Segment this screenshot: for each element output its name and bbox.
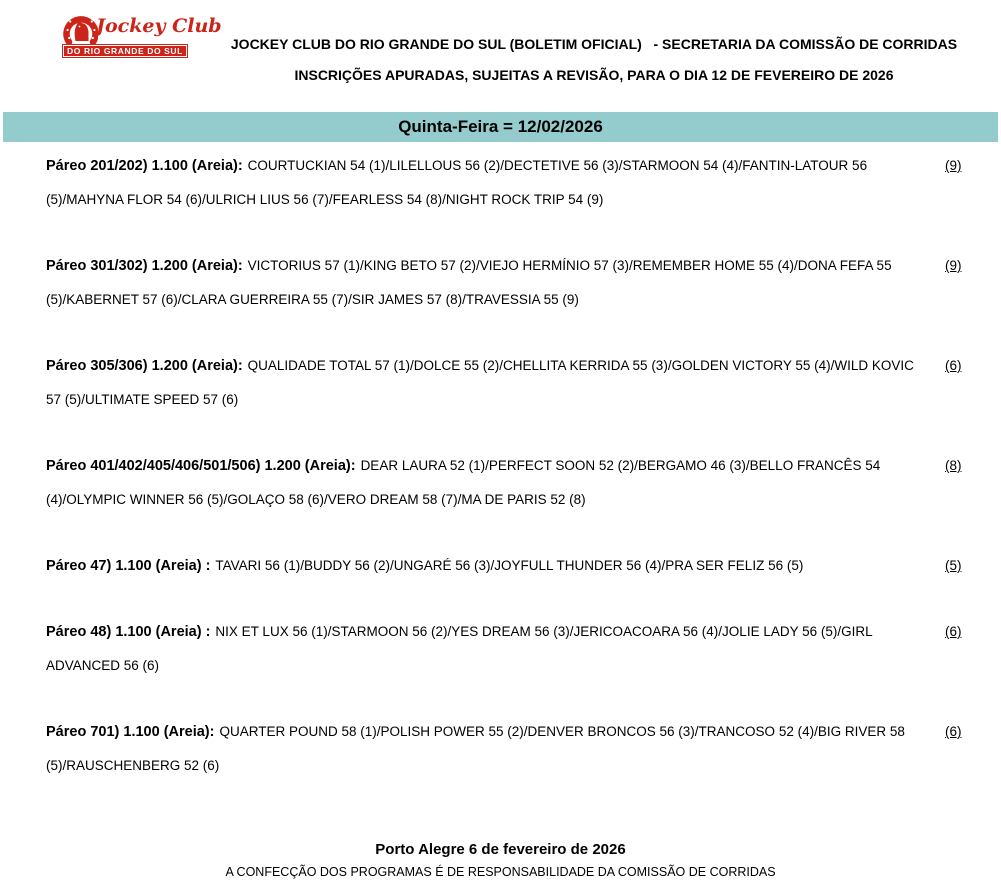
- header-titles: [195, 0, 993, 83]
- race-entry-count: (6): [945, 358, 962, 373]
- logo-script-text: Jockey Club: [96, 15, 222, 37]
- race-row: [46, 249, 962, 317]
- race-entry-count: (9): [945, 158, 962, 173]
- race-entries: COURTUCKIAN 54 (1)/LILELLOUS 56 (2)/DECTETIVE 56 (3)/STARMOON 54 (4)/FANTIN-LATOUR 56 (5)/MAHYNA FLOR 54 (6)/ULRICH LIUS 56 (7)/FEARLESS 54 (8)/NIGHT ROCK TRIP 54 (9): [46, 158, 868, 207]
- footer-date-line: Porto Alegre 6 de fevereiro de 2026: [375, 841, 626, 858]
- race-label: Páreo 201/202) 1.100 (Areia):: [46, 158, 243, 174]
- race-entries: QUALIDADE TOTAL 57 (1)/DOLCE 55 (2)/CHELLITA KERRIDA 55 (3)/GOLDEN VICTORY 55 (4)/WILD KOVIC 57 (5)/ULTIMATE SPEED 57 (6): [46, 358, 914, 407]
- jockey-club-logo: [62, 8, 222, 58]
- race-entry-count: (6): [945, 724, 962, 739]
- day-banner-text: Quinta-Feira = 12/02/2026: [398, 117, 603, 136]
- race-entry-count: (6): [945, 624, 962, 639]
- footer-responsibility-note: A CONFECÇÃO DOS PROGRAMAS É DE RESPONSABILIDADE DA COMISSÃO DE CORRIDAS: [225, 865, 776, 879]
- race-entry-count: (5): [945, 558, 962, 573]
- race-entries: NIX ET LUX 56 (1)/STARMOON 56 (2)/YES DREAM 56 (3)/JERICOACOARA 56 (4)/JOLIE LADY 56 (5)/GIRL ADVANCED 56 (6): [46, 624, 873, 673]
- race-row: [46, 549, 962, 583]
- race-list: [0, 149, 1001, 783]
- header: [0, 0, 1001, 112]
- race-entries: VICTORIUS 57 (1)/KING BETO 57 (2)/VIEJO HERMÍNIO 57 (3)/REMEMBER HOME 55 (4)/DONA FEFA 55 (5)/KABERNET 57 (6)/CLARA GUERREIRA 55 (7)/SIR JAMES 57 (8)/TRAVESSIA 55 (9): [46, 258, 892, 307]
- race-row: [46, 149, 962, 217]
- title-line-2: INSCRIÇÕES APURADAS, SUJEITAS A REVISÃO, PARA O DIA 12 DE FEVEREIRO DE 2026: [294, 67, 894, 83]
- race-entry-count: (9): [945, 258, 962, 273]
- race-entries: QUARTER POUND 58 (1)/POLISH POWER 55 (2)/DENVER BRONCOS 56 (3)/TRANCOSO 52 (4)/BIG RIVER 58 (5)/RAUSCHENBERG 52 (6): [46, 724, 905, 773]
- day-banner: [3, 112, 998, 142]
- race-entry-count: (8): [945, 458, 962, 473]
- race-row: [46, 449, 962, 517]
- race-entries: DEAR LAURA 52 (1)/PERFECT SOON 52 (2)/BERGAMO 46 (3)/BELLO FRANCÊS 54 (4)/OLYMPIC WINNER 56 (5)/GOLAÇO 58 (6)/VERO DREAM 58 (7)/MA DE PARIS 52 (8): [46, 458, 881, 507]
- logo-banner-text: DO RIO GRANDE DO SUL: [62, 44, 188, 58]
- race-label: Páreo 47) 1.100 (Areia) :: [46, 558, 211, 574]
- horseshoe-horse-icon: [62, 8, 98, 48]
- race-label: Páreo 301/302) 1.200 (Areia):: [46, 258, 243, 274]
- race-row: [46, 349, 962, 417]
- race-row: [46, 715, 962, 783]
- title-line-1: JOCKEY CLUB DO RIO GRANDE DO SUL (BOLETIM OFICIAL) - SECRETARIA DA COMISSÃO DE CORRIDAS: [230, 36, 958, 52]
- race-entries: TAVARI 56 (1)/BUDDY 56 (2)/UNGARÉ 56 (3)/JOYFULL THUNDER 56 (4)/PRA SER FELIZ 56 (5): [215, 558, 804, 573]
- footer: [0, 841, 1001, 879]
- race-row: [46, 615, 962, 683]
- race-label: Páreo 48) 1.100 (Areia) :: [46, 624, 211, 640]
- race-label: Páreo 305/306) 1.200 (Areia):: [46, 358, 243, 374]
- race-label: Páreo 701) 1.100 (Areia):: [46, 724, 215, 740]
- race-label: Páreo 401/402/405/406/501/506) 1.200 (Areia):: [46, 458, 356, 474]
